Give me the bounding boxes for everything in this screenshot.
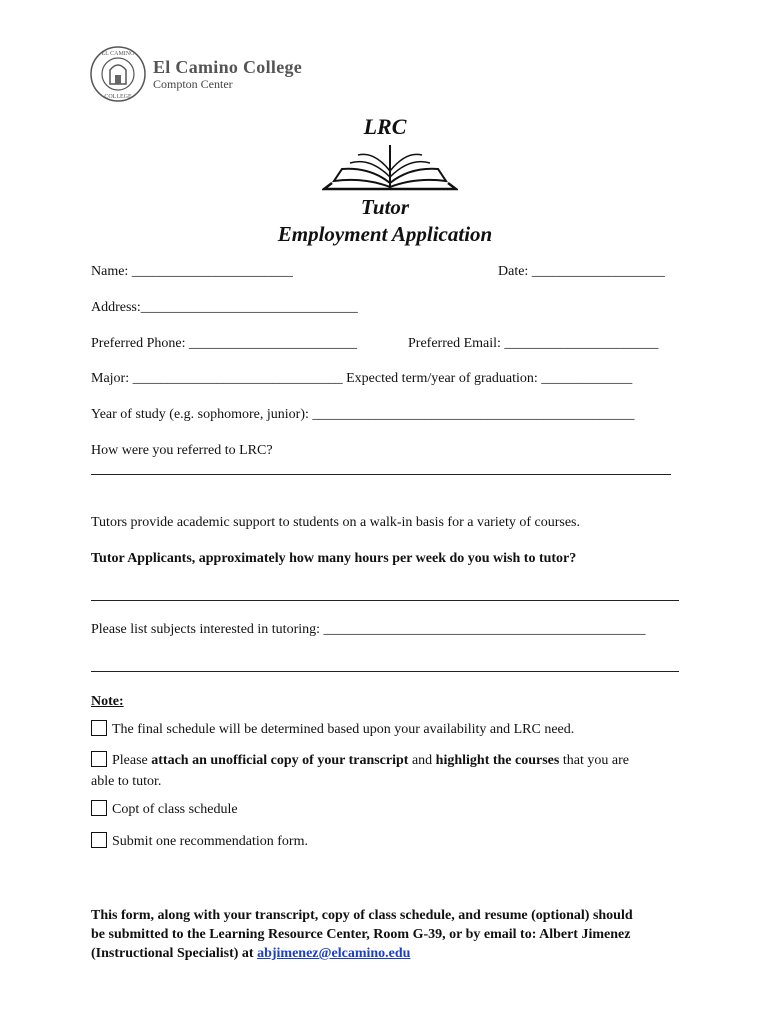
tutor-title: Tutor: [360, 195, 410, 219]
phone-field[interactable]: Preferred Phone: ________________________: [91, 336, 357, 351]
checkbox-class-schedule[interactable]: [91, 800, 107, 816]
name-field[interactable]: Name: _______________________: [91, 264, 293, 279]
college-subtitle: Compton Center: [153, 77, 233, 91]
hours-question: Tutor Applicants, approximately how many hours per week do you wish to tutor?: [91, 551, 577, 566]
hours-answer-line[interactable]: [91, 600, 679, 601]
checkbox-recommendation[interactable]: [91, 832, 107, 848]
tutors-provide-text: Tutors provide academic support to students on a walk-in basis for a variety of courses.: [91, 515, 580, 530]
college-seal-icon: [88, 44, 152, 104]
note-heading: Note:: [91, 694, 124, 709]
note-item-schedule: The final schedule will be determined based upon your availability and LRC need.: [91, 720, 574, 738]
open-book-icon: [322, 143, 458, 198]
lrc-title: LRC: [363, 114, 407, 139]
year-of-study-field[interactable]: Year of study (e.g. sophomore, junior): ______________________________________________: [91, 407, 635, 422]
note-item-recommendation: Submit one recommendation form.: [91, 832, 308, 850]
referred-label: How were you referred to LRC?: [91, 443, 273, 458]
note-item-transcript-cont: able to tutor.: [91, 774, 162, 789]
employment-application-title: Employment Application: [277, 222, 493, 246]
checkbox-transcript[interactable]: [91, 751, 107, 767]
svg-text:COLLEGE: COLLEGE: [104, 94, 132, 100]
subjects-answer-line[interactable]: [91, 671, 679, 672]
referred-answer-line[interactable]: [91, 474, 671, 475]
major-graduation-field[interactable]: Major: ______________________________ Expected term/year of graduation: _____________: [91, 371, 633, 386]
email-field[interactable]: Preferred Email: ______________________: [408, 336, 659, 351]
address-field[interactable]: Address:_______________________________: [91, 300, 358, 315]
note-item-class-schedule: Copt of class schedule: [91, 800, 238, 818]
checkbox-schedule[interactable]: [91, 720, 107, 736]
date-field[interactable]: Date: ___________________: [498, 264, 665, 279]
svg-text:EL CAMINO: EL CAMINO: [101, 51, 135, 57]
subjects-field[interactable]: Please list subjects interested in tutoring: ______________________________________________: [91, 622, 646, 637]
footer-line-1: This form, along with your transcript, copy of class schedule, and resume (optional) should: [91, 908, 633, 923]
footer-line-3: (Instructional Specialist) at abjimenez@elcamino.edu: [91, 946, 411, 961]
note-item-transcript: Please attach an unofficial copy of your transcript and highlight the courses that you are: [91, 751, 629, 769]
college-name: El Camino College: [153, 57, 303, 77]
footer-line-2: be submitted to the Learning Resource Center, Room G-39, or by email to: Albert Jimenez: [91, 927, 631, 942]
email-link[interactable]: abjimenez@elcamino.edu: [257, 946, 411, 961]
